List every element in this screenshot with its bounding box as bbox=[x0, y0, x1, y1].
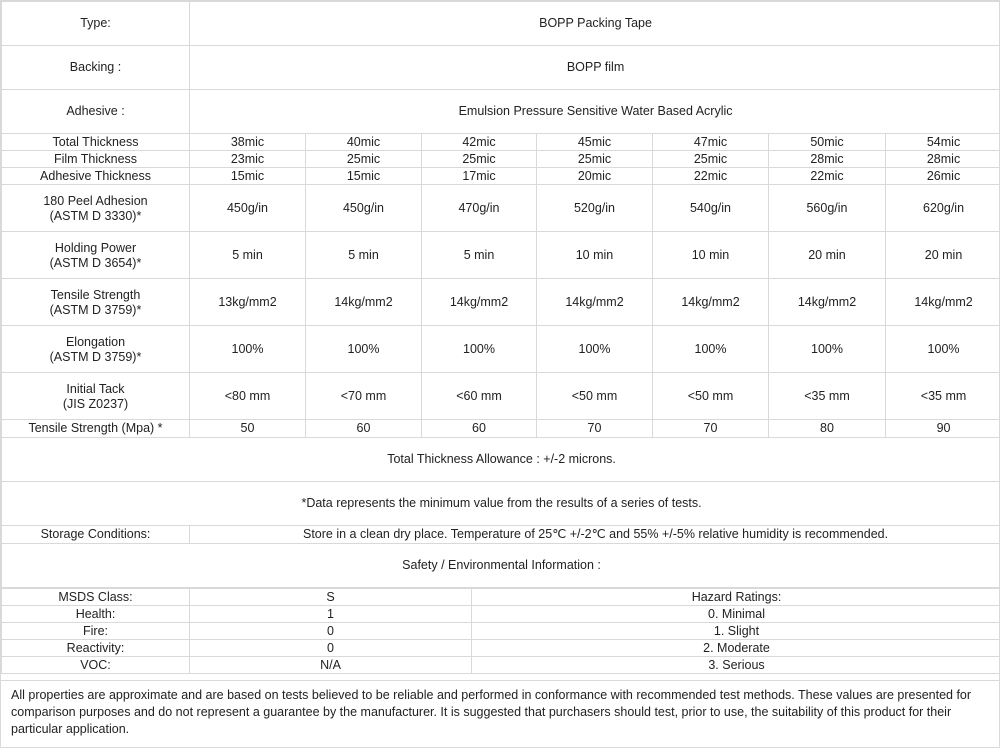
hazard-rating: 0. Minimal bbox=[472, 606, 1000, 623]
spec-value: 560g/in bbox=[769, 185, 886, 232]
safety-title: Safety / Environmental Information : bbox=[2, 544, 1000, 588]
spec-value: 22mic bbox=[769, 168, 886, 185]
spec-test-method: (ASTM D 3330)* bbox=[2, 209, 189, 225]
spec-value: 22mic bbox=[653, 168, 769, 185]
spec-value: 15mic bbox=[306, 168, 422, 185]
spec-value: 620g/in bbox=[886, 185, 1000, 232]
spec-label-cell bbox=[2, 185, 190, 232]
spec-value: 100% bbox=[537, 326, 653, 373]
spec-value: 100% bbox=[422, 326, 537, 373]
spec-row-initial-tack bbox=[2, 373, 1000, 420]
spec-value: 90 bbox=[886, 420, 1000, 438]
spec-value: 450g/in bbox=[306, 185, 422, 232]
allowance-note: Total Thickness Allowance : +/-2 microns. bbox=[2, 438, 1000, 482]
spec-label: Film Thickness bbox=[2, 151, 190, 168]
spec-value: 28mic bbox=[886, 151, 1000, 168]
spec-value: 50mic bbox=[769, 134, 886, 151]
spec-value: 14kg/mm2 bbox=[306, 279, 422, 326]
adhesive-row bbox=[2, 90, 1000, 134]
spec-value: 450g/in bbox=[190, 185, 306, 232]
spec-test-method: (ASTM D 3759)* bbox=[2, 350, 189, 366]
spec-value: <35 mm bbox=[886, 373, 1000, 420]
safety-value: 0 bbox=[190, 640, 472, 657]
spec-value: 20mic bbox=[537, 168, 653, 185]
spec-value: 5 min bbox=[190, 232, 306, 279]
spec-value: <50 mm bbox=[653, 373, 769, 420]
spec-test-method: (ASTM D 3759)* bbox=[2, 303, 189, 319]
spec-value: 42mic bbox=[422, 134, 537, 151]
spec-value: 54mic bbox=[886, 134, 1000, 151]
spec-test-method: (ASTM D 3654)* bbox=[2, 256, 189, 272]
spec-value: 5 min bbox=[422, 232, 537, 279]
spec-value: 25mic bbox=[306, 151, 422, 168]
allowance-row bbox=[2, 438, 1000, 482]
spec-value: 23mic bbox=[190, 151, 306, 168]
spec-row-tensile-strength bbox=[2, 279, 1000, 326]
spec-value: 14kg/mm2 bbox=[886, 279, 1000, 326]
spec-value: 14kg/mm2 bbox=[769, 279, 886, 326]
spec-value: 540g/in bbox=[653, 185, 769, 232]
spec-value: 14kg/mm2 bbox=[422, 279, 537, 326]
hazard-rating: Hazard Ratings: bbox=[472, 589, 1000, 606]
safety-value: N/A bbox=[190, 657, 472, 674]
spec-value: 17mic bbox=[422, 168, 537, 185]
safety-row bbox=[2, 589, 1000, 606]
backing-value: BOPP film bbox=[190, 46, 1000, 90]
spec-value: 38mic bbox=[190, 134, 306, 151]
safety-row bbox=[2, 606, 1000, 623]
spec-value: 100% bbox=[190, 326, 306, 373]
spec-value: 470g/in bbox=[422, 185, 537, 232]
spec-value: 100% bbox=[306, 326, 422, 373]
spec-value: <70 mm bbox=[306, 373, 422, 420]
safety-value: S bbox=[190, 589, 472, 606]
spec-value: <60 mm bbox=[422, 373, 537, 420]
spec-row-tensile-mpa bbox=[2, 420, 1000, 438]
hazard-rating: 2. Moderate bbox=[472, 640, 1000, 657]
spec-label: Initial Tack bbox=[2, 382, 189, 397]
spec-label-cell bbox=[2, 232, 190, 279]
spec-value: 70 bbox=[537, 420, 653, 438]
spec-row-elongation bbox=[2, 326, 1000, 373]
safety-value: 0 bbox=[190, 623, 472, 640]
spec-row-film-thickness bbox=[2, 151, 1000, 168]
spec-row-peel-adhesion bbox=[2, 185, 1000, 232]
spec-value: 100% bbox=[769, 326, 886, 373]
safety-row bbox=[2, 657, 1000, 674]
spec-row-holding-power bbox=[2, 232, 1000, 279]
spec-value: 10 min bbox=[537, 232, 653, 279]
spec-value: 60 bbox=[306, 420, 422, 438]
spec-value: 5 min bbox=[306, 232, 422, 279]
spec-value: <80 mm bbox=[190, 373, 306, 420]
spec-value: <35 mm bbox=[769, 373, 886, 420]
spec-value: 100% bbox=[886, 326, 1000, 373]
storage-row bbox=[2, 526, 1000, 544]
spec-value: 100% bbox=[653, 326, 769, 373]
spec-row-adhesive-thickness bbox=[2, 168, 1000, 185]
data-note-row bbox=[2, 482, 1000, 526]
spec-label-cell bbox=[2, 279, 190, 326]
storage-label: Storage Conditions: bbox=[2, 526, 190, 544]
safety-value: 1 bbox=[190, 606, 472, 623]
spec-value: 60 bbox=[422, 420, 537, 438]
safety-label: Reactivity: bbox=[2, 640, 190, 657]
spec-label-cell bbox=[2, 326, 190, 373]
safety-row bbox=[2, 623, 1000, 640]
spec-value: 14kg/mm2 bbox=[537, 279, 653, 326]
spec-label: Holding Power bbox=[2, 241, 189, 256]
disclaimer: All properties are approximate and are based on tests believed to be reliable and performed in conformance with recommended test methods. These values are presented for comparison purposes and do not represent a guarantee by the manufacturer. It is suggested that purchasers should test, prior to use, the suitability of this product for their particular application. bbox=[1, 680, 1000, 749]
spec-value: 26mic bbox=[886, 168, 1000, 185]
type-row bbox=[2, 2, 1000, 46]
spec-value: 50 bbox=[190, 420, 306, 438]
adhesive-value: Emulsion Pressure Sensitive Water Based Acrylic bbox=[190, 90, 1000, 134]
safety-label: Health: bbox=[2, 606, 190, 623]
spec-test-method: (JIS Z0237) bbox=[2, 397, 189, 413]
spec-value: 13kg/mm2 bbox=[190, 279, 306, 326]
spec-label: Elongation bbox=[2, 335, 189, 350]
specs-table bbox=[1, 1, 1000, 588]
spec-label: 180 Peel Adhesion bbox=[2, 194, 189, 209]
spec-value: 20 min bbox=[886, 232, 1000, 279]
spec-value: <50 mm bbox=[537, 373, 653, 420]
spec-value: 28mic bbox=[769, 151, 886, 168]
spec-value: 47mic bbox=[653, 134, 769, 151]
storage-value: Store in a clean dry place. Temperature of 25℃ +/-2℃ and 55% +/-5% relative humidity is recommended. bbox=[190, 526, 1000, 544]
spec-value: 70 bbox=[653, 420, 769, 438]
safety-table bbox=[1, 588, 1000, 674]
spec-value: 45mic bbox=[537, 134, 653, 151]
spec-label: Total Thickness bbox=[2, 134, 190, 151]
spec-label: Tensile Strength (Mpa) * bbox=[2, 420, 190, 438]
spec-value: 20 min bbox=[769, 232, 886, 279]
spec-value: 25mic bbox=[653, 151, 769, 168]
safety-row bbox=[2, 640, 1000, 657]
safety-label: MSDS Class: bbox=[2, 589, 190, 606]
spec-row-total-thickness bbox=[2, 134, 1000, 151]
safety-label: Fire: bbox=[2, 623, 190, 640]
type-label: Type: bbox=[2, 2, 190, 46]
hazard-rating: 1. Slight bbox=[472, 623, 1000, 640]
safety-label: VOC: bbox=[2, 657, 190, 674]
spec-label-cell bbox=[2, 373, 190, 420]
spec-value: 80 bbox=[769, 420, 886, 438]
spec-value: 14kg/mm2 bbox=[653, 279, 769, 326]
spec-value: 15mic bbox=[190, 168, 306, 185]
type-value: BOPP Packing Tape bbox=[190, 2, 1000, 46]
backing-row bbox=[2, 46, 1000, 90]
spec-label: Tensile Strength bbox=[2, 288, 189, 303]
backing-label: Backing : bbox=[2, 46, 190, 90]
spec-label: Adhesive Thickness bbox=[2, 168, 190, 185]
spec-value: 40mic bbox=[306, 134, 422, 151]
spec-value: 25mic bbox=[422, 151, 537, 168]
data-note: *Data represents the minimum value from the results of a series of tests. bbox=[2, 482, 1000, 526]
spec-value: 25mic bbox=[537, 151, 653, 168]
adhesive-label: Adhesive : bbox=[2, 90, 190, 134]
spec-value: 10 min bbox=[653, 232, 769, 279]
spec-value: 520g/in bbox=[537, 185, 653, 232]
safety-title-row bbox=[2, 544, 1000, 588]
hazard-rating: 3. Serious bbox=[472, 657, 1000, 674]
